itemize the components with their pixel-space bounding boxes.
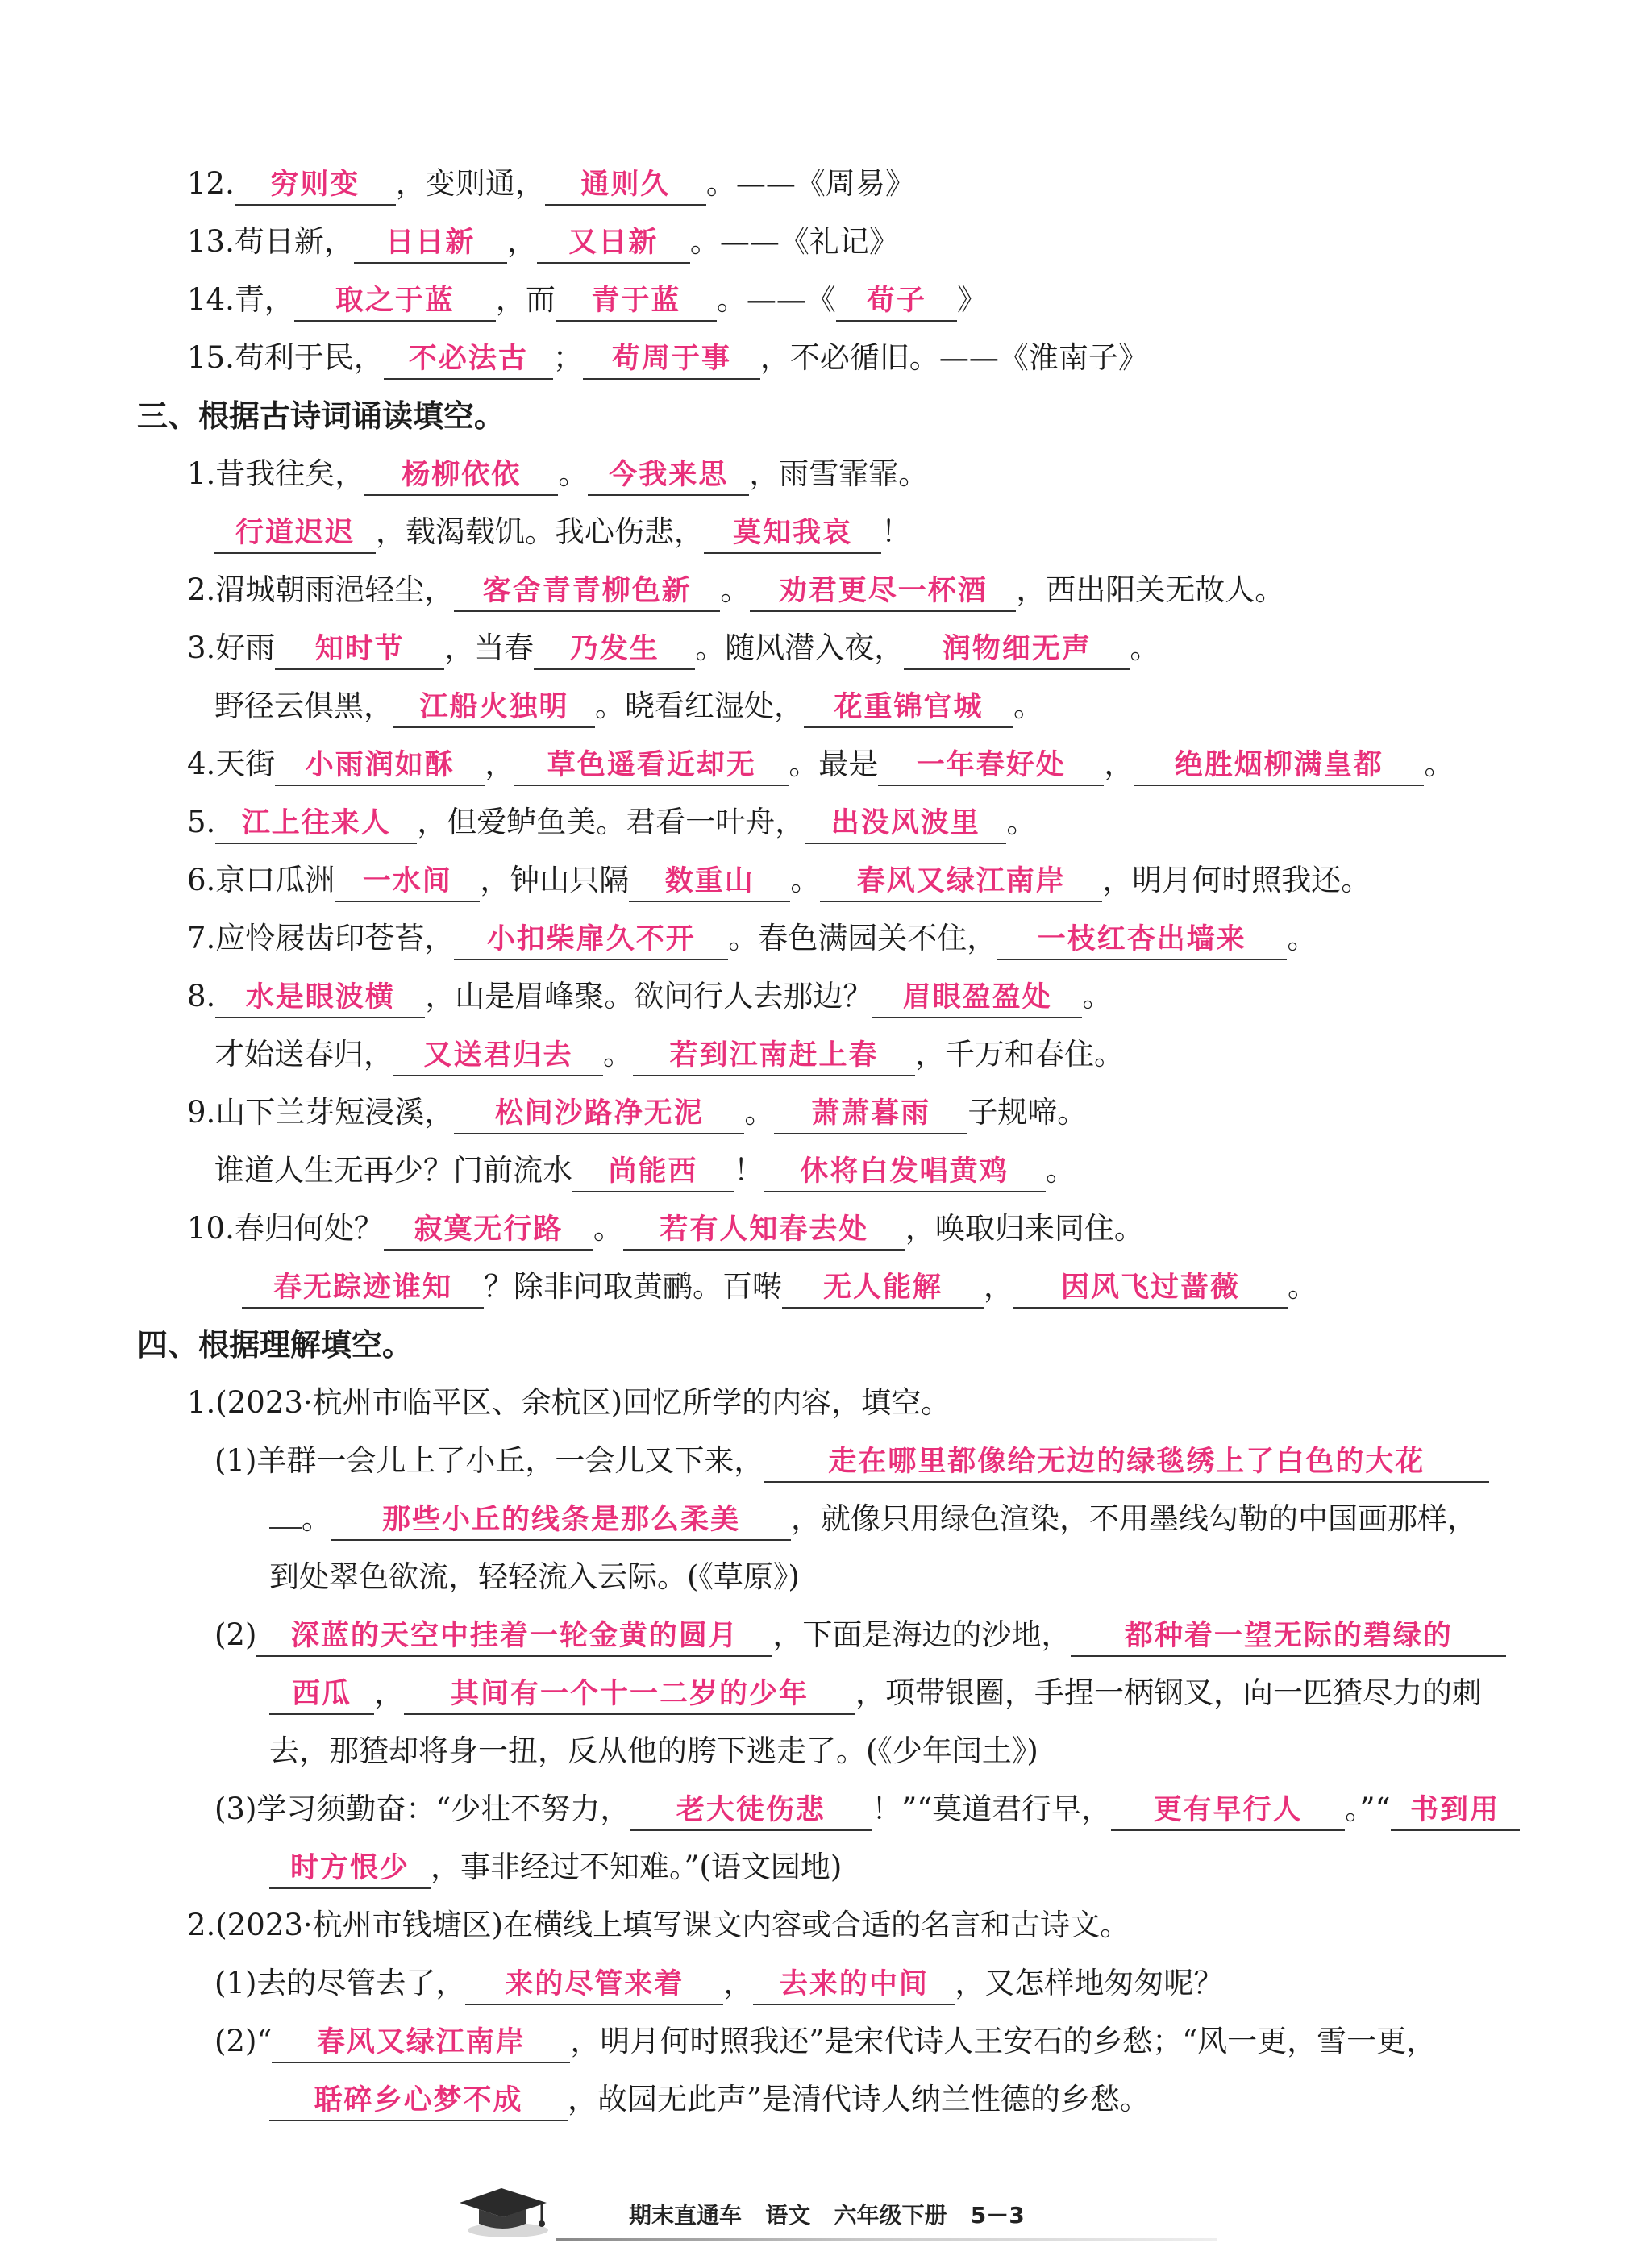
line-text: 。——《礼记》 [689, 224, 899, 259]
answer-blank: 春风又绿江南岸 [820, 862, 1102, 902]
line-text: 。 [558, 456, 589, 491]
page-footer [451, 2193, 1217, 2241]
answer-blank: 客舍青青柳色新 [454, 572, 720, 612]
answer-blank: 行道迟迟 [214, 514, 376, 554]
line-text: 。 [1287, 921, 1317, 955]
text-line [187, 974, 1112, 1019]
section-heading [137, 1322, 413, 1367]
text-line [187, 1090, 1087, 1135]
line-text: ，唤取归来同住。 [905, 1211, 1144, 1246]
line-text: ，当春 [444, 631, 535, 665]
line-text: 。最是 [789, 747, 879, 781]
line-text: 8. [187, 979, 216, 1013]
answer-blank: 草色遥看近却无 [514, 746, 789, 786]
text-line [187, 452, 928, 497]
line-text: ！ [881, 514, 911, 549]
answer-blank: 不必法古 [384, 339, 553, 380]
line-text: 2.渭城朝雨浥轻尘， [187, 572, 455, 607]
line-text: ； [552, 340, 583, 375]
line-text: 。随风潜入夜， [695, 631, 905, 665]
text-line [214, 1613, 1506, 1658]
answer-blank: 聒碎乡心梦不成 [269, 2081, 568, 2121]
text-line [214, 510, 911, 555]
line-text: 6.京口瓜洲 [187, 863, 335, 897]
line-text: 》 [956, 282, 987, 317]
answer-blank: 数重山 [629, 862, 790, 902]
line-text: ，变则通， [395, 166, 545, 201]
line-text: 14.青， [187, 282, 294, 317]
line-text: ，千万和春住。 [915, 1037, 1124, 1072]
line-text: ，项带银圈，手捏一柄钢叉，向一匹猹尽力的刺 [855, 1675, 1482, 1710]
answer-blank: 润物细无声 [904, 630, 1130, 670]
answer-blank: 江船火独明 [393, 688, 595, 728]
answer-blank: 青于蓝 [556, 281, 717, 322]
line-text: ， [984, 1269, 1013, 1304]
line-text: 1.(2023·杭州市临平区、余杭区)回忆所学的内容，填空。 [187, 1385, 951, 1420]
text-line [269, 1729, 1038, 1774]
text-line [187, 858, 1371, 903]
answer-blank: 萧萧暮雨 [774, 1094, 967, 1134]
answer-blank: 莫知我哀 [704, 514, 881, 554]
text-line [269, 1555, 800, 1600]
answer-blank: 无人能解 [782, 1268, 984, 1309]
answer-blank: 通则久 [545, 165, 706, 206]
answer-blank: 休将白发唱黄鸡 [764, 1152, 1046, 1192]
line-text: 子规啼。 [967, 1095, 1088, 1130]
answer-blank: 书到用 [1391, 1791, 1520, 1831]
line-text: 5. [187, 805, 216, 839]
answer-blank: 一枝红杏出墙来 [997, 920, 1287, 960]
answer-blank: 眉眼盈盈处 [872, 978, 1082, 1018]
text-line [269, 2077, 1150, 2122]
line-text: 10.春归何处？ [187, 1211, 384, 1246]
answer-blank: 江上往来人 [215, 804, 417, 844]
text-line [214, 1148, 1076, 1193]
text-line [187, 916, 1317, 961]
line-text: ？除非问取黄鹂。百啭 [484, 1269, 782, 1304]
answer-blank: 又日新 [537, 223, 690, 264]
line-text: ，西出阳关无故人。 [1016, 572, 1285, 607]
answer-blank: 杨柳依依 [364, 456, 558, 496]
answer-blank: 都种着一望无际的碧绿的 [1071, 1617, 1506, 1657]
line-text: ，但爱鲈鱼美。君看一叶舟， [417, 805, 805, 839]
line-text: (1)去的尽管去了， [214, 1966, 466, 2000]
answer-blank: 深蓝的天空中挂着一轮金黄的圆月 [256, 1617, 772, 1657]
line-text: ， [506, 224, 537, 259]
line-text: ，而 [495, 282, 556, 317]
answer-blank: 来的尽管来着 [465, 1965, 723, 2005]
line-text: 9.山下兰芽短浸溪， [187, 1095, 455, 1130]
answer-blank: 若到江南赶上春 [633, 1036, 915, 1076]
line-text: (3)学习须勤奋：“少壮不努力， [214, 1792, 630, 1826]
text-line [187, 277, 987, 323]
text-line [187, 800, 1036, 845]
answer-blank: 其间有一个十一二岁的少年 [404, 1675, 855, 1715]
line-text: 。 [744, 1095, 775, 1130]
line-text: ， [485, 747, 515, 781]
line-text: 野径云俱黑， [214, 689, 393, 723]
answer-blank: 知时节 [275, 630, 444, 670]
line-text: ，事非经过不知难。”(语文园地) [431, 1850, 843, 1884]
answer-blank: 小扣柴扉久不开 [454, 920, 728, 960]
line-text: 。 [1082, 979, 1113, 1013]
answer-blank: 乃发生 [534, 630, 695, 670]
line-text: 。 [593, 1211, 623, 1246]
answer-blank: 去来的中间 [753, 1965, 955, 2005]
answer-blank: 更有早行人 [1111, 1791, 1345, 1831]
answer-blank: 因风飞过蔷薇 [1013, 1268, 1288, 1309]
answer-blank: 穷则变 [235, 165, 396, 206]
line-text: (2)“ [214, 2024, 273, 2058]
line-text: ， [1104, 747, 1134, 781]
line-text: 。 [1006, 805, 1037, 839]
line-text: 1.昔我往矣， [187, 456, 365, 491]
answer-blank: 日日新 [354, 223, 507, 264]
line-text: ，钟山只隔 [480, 863, 630, 897]
answer-blank: 出没风波里 [805, 804, 1006, 844]
line-text: ，载渴载饥。我心伤悲， [376, 514, 704, 549]
text-line [214, 1787, 1520, 1832]
answer-blank: 一年春好处 [878, 746, 1104, 786]
line-text: 。晓看红湿处， [595, 689, 804, 723]
answer-blank: 春风又绿江南岸 [272, 2023, 570, 2063]
line-text: 7.应怜屐齿印苍苔， [187, 921, 455, 955]
answer-blank: 那些小丘的线条是那么柔美 [331, 1500, 791, 1541]
line-text: 三、根据古诗词诵读填空。 [137, 398, 506, 434]
line-text: 。 [1013, 689, 1043, 723]
answer-blank: 走在哪里都像给无边的绿毯绣上了白色的大花 [764, 1442, 1489, 1483]
line-text: ，明月何时照我还”是宋代诗人王安石的乡愁；“风一更，雪一更， [570, 2024, 1437, 2058]
answer-blank [269, 1527, 302, 1529]
line-text: 。 [720, 572, 751, 607]
line-text: ，山是眉峰聚。欲问行人去那边？ [425, 979, 873, 1013]
line-text: 12. [187, 166, 235, 201]
answer-blank: 又送君归去 [393, 1036, 603, 1076]
line-text: 。 [1288, 1269, 1317, 1304]
line-text: 才始送春归， [214, 1037, 393, 1072]
answer-blank: 若有人知春去处 [623, 1210, 905, 1251]
line-text: 。 [1130, 631, 1160, 665]
answer-blank: 老大徒伤悲 [630, 1791, 872, 1831]
footer-label: 期末直通车 语文 六年级下册 5－3 [629, 2202, 1025, 2229]
text-line [269, 1671, 1482, 1716]
line-text: ，又怎样地匆匆呢？ [955, 1966, 1224, 2000]
footer-rule [556, 2238, 1217, 2241]
line-text: ，故园无此声”是清代诗人纳兰性德的乡愁。 [568, 2082, 1150, 2116]
answer-blank: 取之于蓝 [294, 281, 496, 322]
line-text: ，下面是海边的沙地， [772, 1617, 1072, 1652]
text-line [187, 626, 1159, 671]
line-text: (2) [214, 1617, 257, 1652]
answer-blank: 荀子 [836, 281, 957, 322]
answer-blank: 一水间 [335, 862, 480, 902]
text-line [187, 1903, 1130, 1948]
line-text: ， [723, 1966, 754, 2000]
line-text: 四、根据理解填空。 [137, 1327, 414, 1363]
line-text: 。”“ [1345, 1792, 1391, 1826]
text-line [187, 1380, 951, 1426]
text-line [242, 1264, 1317, 1309]
line-text: ，明月何时照我还。 [1102, 863, 1371, 897]
answer-blank: 今我来思 [588, 456, 749, 496]
line-text: 。 [1424, 747, 1454, 781]
line-text: 到处翠色欲流，轻轻流入云际。(《草原》) [269, 1559, 800, 1594]
answer-blank: 尚能西 [572, 1152, 734, 1192]
line-text: ！ [734, 1153, 764, 1188]
line-text: ， [374, 1675, 404, 1710]
line-text: 4.天街 [187, 747, 276, 781]
line-text: 。 [1046, 1153, 1076, 1188]
answer-blank: 水是眼波横 [215, 978, 425, 1018]
text-line [214, 684, 1043, 729]
line-text: 13.苟日新， [187, 224, 354, 259]
line-text: 3.好雨 [187, 631, 276, 665]
text-line [187, 742, 1454, 787]
text-line [187, 219, 899, 264]
answer-blank: 西瓜 [269, 1675, 374, 1715]
line-text: ！”“莫道君行早， [872, 1792, 1112, 1826]
answer-blank: 寂寞无行路 [384, 1210, 593, 1251]
answer-blank: 时方恨少 [269, 1849, 431, 1889]
answer-blank: 绝胜烟柳满皇都 [1134, 746, 1424, 786]
line-text: 。 [603, 1037, 633, 1072]
line-text: 。——《 [716, 282, 836, 317]
text-line [187, 1206, 1144, 1251]
text-line [214, 1032, 1124, 1077]
line-text: 。 [302, 1501, 331, 1536]
section-heading [137, 393, 505, 439]
text-line [187, 335, 1148, 381]
text-line [269, 1496, 1477, 1542]
text-line [214, 1438, 1489, 1484]
line-text: 。春色满园关不住， [728, 921, 997, 955]
answer-blank: 花重锦官城 [804, 688, 1013, 728]
text-line [187, 161, 915, 206]
text-line [214, 1961, 1223, 2006]
answer-blank: 小雨润如酥 [275, 746, 485, 786]
line-text: 去，那猹却将身一扭，反从他的胯下逃走了。(《少年闰土》) [269, 1733, 1038, 1768]
text-line [214, 2019, 1436, 2064]
line-text: 。 [790, 863, 821, 897]
line-text: 2.(2023·杭州市钱塘区)在横线上填写课文内容或合适的名言和古诗文。 [187, 1908, 1130, 1942]
text-line [269, 1845, 842, 1890]
answer-blank: 春无踪迹谁知 [242, 1268, 484, 1309]
answer-blank: 苟周于事 [583, 339, 760, 380]
answer-blank: 劝君更尽一杯酒 [750, 572, 1016, 612]
line-text: 15.苟利于民， [187, 340, 384, 375]
line-text: ，就像只用绿色渲染，不用墨线勾勒的中国画那样， [791, 1501, 1477, 1536]
graduation-cap-icon [451, 2180, 556, 2245]
answer-blank: 松间沙路净无泥 [454, 1094, 744, 1134]
line-text: 。——《周易》 [705, 166, 915, 201]
line-text: 谁道人生无再少？门前流水 [214, 1153, 572, 1188]
line-text: ，不必循旧。——《淮南子》 [759, 340, 1148, 375]
line-text: ，雨雪霏霏。 [749, 456, 929, 491]
text-line [187, 568, 1284, 613]
line-text: (1)羊群一会儿上了小丘，一会儿又下来， [214, 1443, 764, 1478]
